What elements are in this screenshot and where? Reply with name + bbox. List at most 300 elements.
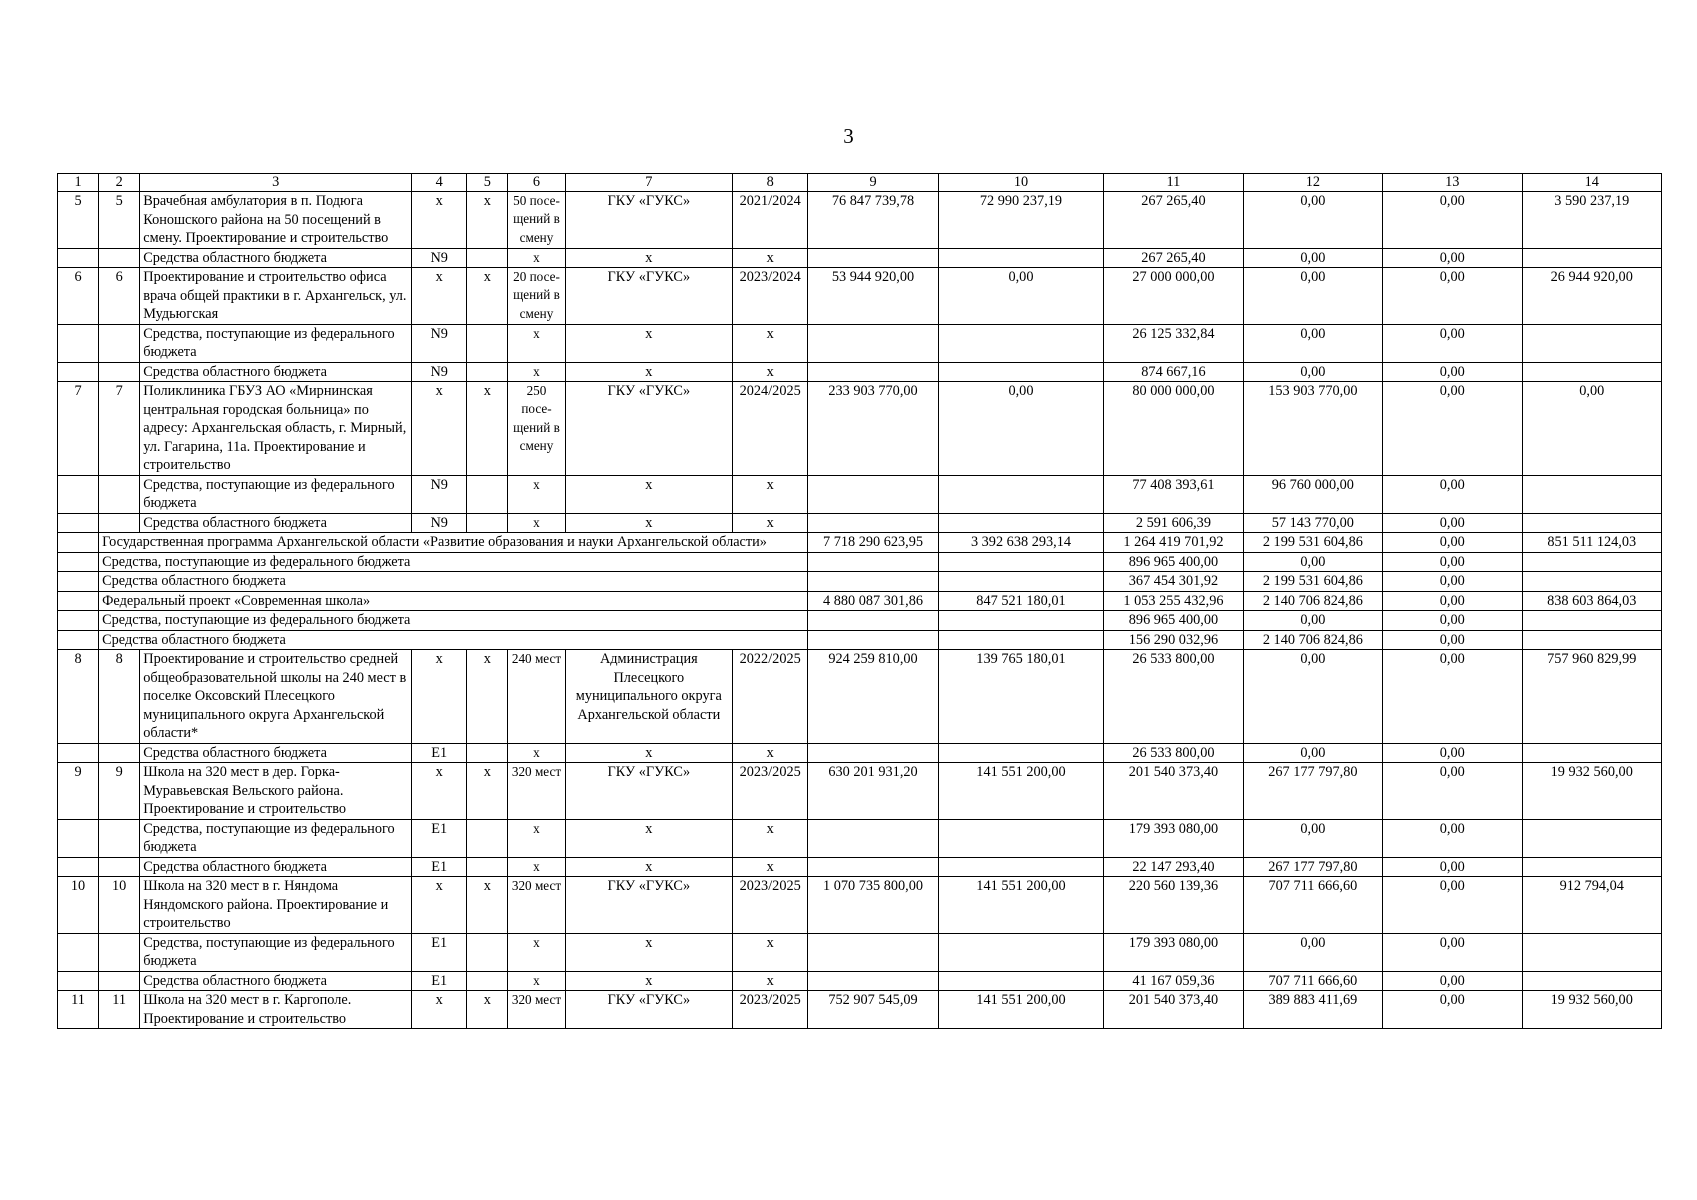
column-10-cell: 141 551 200,00: [938, 877, 1104, 934]
column-11-cell: 896 965 400,00: [1104, 611, 1243, 631]
object-name-cell: Средства, поступающие из федерального бюджета: [140, 324, 412, 362]
column-14-cell: [1522, 630, 1662, 650]
code-cell: х: [412, 650, 467, 744]
column-5-cell: [467, 362, 508, 382]
column-10-cell: [938, 552, 1104, 572]
customer-cell: ГКУ «ГУКС»: [565, 763, 733, 820]
column-14-cell: [1522, 611, 1662, 631]
object-name-cell: Средства областного бюджета: [140, 513, 412, 533]
code-cell: N9: [412, 513, 467, 533]
column-number-header: 7: [565, 174, 733, 192]
column-14-cell: [1522, 857, 1662, 877]
column-5-cell: [467, 475, 508, 513]
column-14-cell: [1522, 971, 1662, 991]
code-cell: Е1: [412, 971, 467, 991]
column-12-cell: 267 177 797,80: [1243, 763, 1382, 820]
customer-cell: х: [565, 857, 733, 877]
estimated-cost-cell: 752 907 545,09: [808, 991, 938, 1029]
customer-cell: х: [565, 971, 733, 991]
column-10-cell: [938, 933, 1104, 971]
capacity-cell: 320 мест: [508, 877, 565, 934]
estimated-cost-cell: [808, 971, 938, 991]
column-5-cell: х: [467, 268, 508, 325]
object-number-cell: 5: [99, 192, 140, 249]
column-5-cell: [467, 971, 508, 991]
column-5-cell: [467, 743, 508, 763]
funding-source-row: [58, 857, 1662, 877]
column-13-cell: 0,00: [1383, 857, 1522, 877]
object-number-cell: 10: [99, 877, 140, 934]
column-14-cell: 838 603 864,03: [1522, 591, 1662, 611]
column-12-cell: 0,00: [1243, 552, 1382, 572]
object-number-cell: 11: [99, 991, 140, 1029]
column-13-cell: 0,00: [1383, 650, 1522, 744]
customer-cell: х: [565, 248, 733, 268]
column-13-cell: 0,00: [1383, 248, 1522, 268]
column-12-cell: 2 140 706 824,86: [1243, 591, 1382, 611]
customer-cell: Администрация Плесецкого муниципального округа Архангельской области: [565, 650, 733, 744]
column-number-header: 14: [1522, 174, 1662, 192]
column-14-cell: [1522, 552, 1662, 572]
object-number-cell: [99, 248, 140, 268]
object-name-cell: Школа на 320 мест в г. Каргополе. Проектирование и строительство: [140, 991, 412, 1029]
customer-cell: х: [565, 819, 733, 857]
column-11-cell: 2 591 606,39: [1104, 513, 1243, 533]
row-number-cell: [58, 533, 99, 553]
column-10-cell: [938, 513, 1104, 533]
column-13-cell: 0,00: [1383, 268, 1522, 325]
column-5-cell: [467, 248, 508, 268]
column-10-cell: 141 551 200,00: [938, 991, 1104, 1029]
period-cell: х: [733, 857, 808, 877]
object-number-cell: 8: [99, 650, 140, 744]
column-5-cell: х: [467, 877, 508, 934]
row-number-cell: [58, 552, 99, 572]
column-11-cell: 201 540 373,40: [1104, 763, 1243, 820]
code-cell: N9: [412, 248, 467, 268]
funding-source-row: [58, 971, 1662, 991]
column-10-cell: [938, 362, 1104, 382]
capacity-cell: 320 мест: [508, 763, 565, 820]
capacity-cell: х: [508, 248, 565, 268]
page-number: 3: [843, 124, 854, 148]
code-cell: Е1: [412, 933, 467, 971]
row-number-cell: [58, 572, 99, 592]
column-number-header: 13: [1383, 174, 1522, 192]
row-number-cell: 10: [58, 877, 99, 934]
estimated-cost-cell: [808, 933, 938, 971]
column-5-cell: [467, 819, 508, 857]
column-10-cell: [938, 324, 1104, 362]
column-11-cell: 267 265,40: [1104, 248, 1243, 268]
column-number-header: 11: [1104, 174, 1243, 192]
object-row: [58, 991, 1662, 1029]
row-number-cell: 8: [58, 650, 99, 744]
customer-cell: ГКУ «ГУКС»: [565, 268, 733, 325]
column-10-cell: [938, 475, 1104, 513]
estimated-cost-cell: 1 070 735 800,00: [808, 877, 938, 934]
customer-cell: ГКУ «ГУКС»: [565, 192, 733, 249]
column-11-cell: 26 125 332,84: [1104, 324, 1243, 362]
column-12-cell: 2 199 531 604,86: [1243, 572, 1382, 592]
column-11-cell: 179 393 080,00: [1104, 819, 1243, 857]
estimated-cost-cell: [808, 857, 938, 877]
column-10-cell: 3 392 638 293,14: [938, 533, 1104, 553]
object-number-cell: [99, 475, 140, 513]
column-11-cell: 201 540 373,40: [1104, 991, 1243, 1029]
object-number-cell: [99, 324, 140, 362]
object-name-cell: Школа на 320 мест в г. Няндома Няндомского района. Проектирование и строительство: [140, 877, 412, 934]
column-10-cell: [938, 630, 1104, 650]
column-10-cell: 0,00: [938, 268, 1104, 325]
code-cell: х: [412, 763, 467, 820]
column-12-cell: 0,00: [1243, 743, 1382, 763]
code-cell: Е1: [412, 857, 467, 877]
period-cell: 2023/2024: [733, 268, 808, 325]
period-cell: х: [733, 819, 808, 857]
code-cell: N9: [412, 475, 467, 513]
column-11-cell: 220 560 139,36: [1104, 877, 1243, 934]
column-11-cell: 267 265,40: [1104, 192, 1243, 249]
row-number-cell: [58, 362, 99, 382]
capacity-cell: 320 мест: [508, 991, 565, 1029]
estimated-cost-cell: [808, 572, 938, 592]
program-row: [58, 630, 1662, 650]
object-number-cell: 9: [99, 763, 140, 820]
column-13-cell: 0,00: [1383, 933, 1522, 971]
period-cell: х: [733, 362, 808, 382]
period-cell: 2023/2025: [733, 877, 808, 934]
object-number-cell: [99, 971, 140, 991]
period-cell: х: [733, 248, 808, 268]
code-cell: х: [412, 382, 467, 476]
row-number-cell: 6: [58, 268, 99, 325]
row-number-cell: 11: [58, 991, 99, 1029]
object-number-cell: [99, 819, 140, 857]
column-13-cell: 0,00: [1383, 877, 1522, 934]
row-number-cell: [58, 933, 99, 971]
column-13-cell: 0,00: [1383, 630, 1522, 650]
customer-cell: ГКУ «ГУКС»: [565, 991, 733, 1029]
period-cell: х: [733, 743, 808, 763]
column-5-cell: х: [467, 382, 508, 476]
column-10-cell: 847 521 180,01: [938, 591, 1104, 611]
object-row: [58, 382, 1662, 476]
object-row: [58, 877, 1662, 934]
estimated-cost-cell: 76 847 739,78: [808, 192, 938, 249]
estimated-cost-cell: [808, 630, 938, 650]
column-13-cell: 0,00: [1383, 475, 1522, 513]
column-5-cell: [467, 933, 508, 971]
period-cell: 2024/2025: [733, 382, 808, 476]
capacity-cell: х: [508, 324, 565, 362]
object-name-cell: Средства, поступающие из федерального бюджета: [140, 475, 412, 513]
column-12-cell: 2 140 706 824,86: [1243, 630, 1382, 650]
object-name-cell: Врачебная амбулатория в п. Подюга Коношского района на 50 посещений в смену. Проектирование и строительство: [140, 192, 412, 249]
column-13-cell: 0,00: [1383, 572, 1522, 592]
estimated-cost-cell: [808, 475, 938, 513]
program-name-cell: Средства, поступающие из федерального бюджета: [99, 552, 808, 572]
program-row: [58, 552, 1662, 572]
object-name-cell: Средства областного бюджета: [140, 362, 412, 382]
capacity-cell: х: [508, 819, 565, 857]
program-name-cell: Федеральный проект «Современная школа»: [99, 591, 808, 611]
column-number-header: 6: [508, 174, 565, 192]
column-14-cell: [1522, 513, 1662, 533]
column-12-cell: 707 711 666,60: [1243, 971, 1382, 991]
capacity-cell: х: [508, 513, 565, 533]
column-12-cell: 389 883 411,69: [1243, 991, 1382, 1029]
capacity-cell: х: [508, 743, 565, 763]
column-11-cell: 26 533 800,00: [1104, 743, 1243, 763]
column-11-cell: 179 393 080,00: [1104, 933, 1243, 971]
investment-table: [57, 173, 1662, 1029]
column-11-cell: 80 000 000,00: [1104, 382, 1243, 476]
program-name-cell: Средства, поступающие из федерального бюджета: [99, 611, 808, 631]
program-name-cell: Средства областного бюджета: [99, 630, 808, 650]
customer-cell: х: [565, 324, 733, 362]
column-5-cell: х: [467, 991, 508, 1029]
column-12-cell: 0,00: [1243, 362, 1382, 382]
estimated-cost-cell: 53 944 920,00: [808, 268, 938, 325]
row-number-cell: [58, 248, 99, 268]
code-cell: Е1: [412, 743, 467, 763]
column-12-cell: 0,00: [1243, 192, 1382, 249]
column-12-cell: 0,00: [1243, 933, 1382, 971]
column-14-cell: 912 794,04: [1522, 877, 1662, 934]
column-14-cell: [1522, 572, 1662, 592]
code-cell: х: [412, 268, 467, 325]
column-13-cell: 0,00: [1383, 324, 1522, 362]
column-14-cell: 26 944 920,00: [1522, 268, 1662, 325]
column-14-cell: 757 960 829,99: [1522, 650, 1662, 744]
estimated-cost-cell: [808, 743, 938, 763]
funding-source-row: [58, 475, 1662, 513]
estimated-cost-cell: [808, 248, 938, 268]
column-12-cell: 0,00: [1243, 248, 1382, 268]
column-10-cell: [938, 248, 1104, 268]
object-name-cell: Средства областного бюджета: [140, 248, 412, 268]
capacity-cell: х: [508, 362, 565, 382]
column-11-cell: 77 408 393,61: [1104, 475, 1243, 513]
period-cell: 2022/2025: [733, 650, 808, 744]
column-number-header: 12: [1243, 174, 1382, 192]
object-name-cell: Проектирование и строительство офиса врача общей практики в г. Архангельск, ул. Мудьюгская: [140, 268, 412, 325]
column-14-cell: 0,00: [1522, 382, 1662, 476]
column-11-cell: 874 667,16: [1104, 362, 1243, 382]
column-14-cell: 19 932 560,00: [1522, 991, 1662, 1029]
capacity-cell: 250 посе- щений в смену: [508, 382, 565, 476]
column-13-cell: 0,00: [1383, 533, 1522, 553]
estimated-cost-cell: [808, 513, 938, 533]
object-row: [58, 192, 1662, 249]
row-number-cell: [58, 611, 99, 631]
row-number-cell: [58, 591, 99, 611]
column-5-cell: [467, 324, 508, 362]
object-number-cell: [99, 743, 140, 763]
column-11-cell: 22 147 293,40: [1104, 857, 1243, 877]
column-12-cell: 0,00: [1243, 650, 1382, 744]
object-number-cell: [99, 513, 140, 533]
row-number-cell: [58, 857, 99, 877]
column-13-cell: 0,00: [1383, 743, 1522, 763]
column-12-cell: 153 903 770,00: [1243, 382, 1382, 476]
column-12-cell: 57 143 770,00: [1243, 513, 1382, 533]
estimated-cost-cell: 924 259 810,00: [808, 650, 938, 744]
column-10-cell: [938, 857, 1104, 877]
object-name-cell: Средства, поступающие из федерального бюджета: [140, 933, 412, 971]
column-14-cell: 3 590 237,19: [1522, 192, 1662, 249]
object-name-cell: Средства областного бюджета: [140, 971, 412, 991]
period-cell: х: [733, 324, 808, 362]
row-number-cell: 5: [58, 192, 99, 249]
period-cell: х: [733, 933, 808, 971]
column-number-header: 1: [58, 174, 99, 192]
customer-cell: ГКУ «ГУКС»: [565, 877, 733, 934]
column-11-cell: 27 000 000,00: [1104, 268, 1243, 325]
column-number-header: 8: [733, 174, 808, 192]
column-5-cell: х: [467, 650, 508, 744]
customer-cell: х: [565, 513, 733, 533]
customer-cell: х: [565, 743, 733, 763]
program-row: [58, 572, 1662, 592]
row-number-cell: 7: [58, 382, 99, 476]
row-number-cell: [58, 475, 99, 513]
row-number-cell: [58, 971, 99, 991]
column-13-cell: 0,00: [1383, 192, 1522, 249]
object-row: [58, 268, 1662, 325]
column-12-cell: 267 177 797,80: [1243, 857, 1382, 877]
code-cell: Е1: [412, 819, 467, 857]
column-5-cell: [467, 857, 508, 877]
funding-source-row: [58, 743, 1662, 763]
column-number-header: 2: [99, 174, 140, 192]
column-14-cell: [1522, 362, 1662, 382]
column-13-cell: 0,00: [1383, 991, 1522, 1029]
column-11-cell: 156 290 032,96: [1104, 630, 1243, 650]
object-number-cell: [99, 933, 140, 971]
object-name-cell: Школа на 320 мест в дер. Горка-Муравьевская Вельского района. Проектирование и строительство: [140, 763, 412, 820]
estimated-cost-cell: 630 201 931,20: [808, 763, 938, 820]
period-cell: х: [733, 971, 808, 991]
code-cell: х: [412, 991, 467, 1029]
column-14-cell: [1522, 819, 1662, 857]
column-11-cell: 26 533 800,00: [1104, 650, 1243, 744]
column-14-cell: [1522, 933, 1662, 971]
estimated-cost-cell: [808, 324, 938, 362]
object-row: [58, 650, 1662, 744]
estimated-cost-cell: [808, 611, 938, 631]
capacity-cell: х: [508, 933, 565, 971]
program-row: [58, 611, 1662, 631]
program-row: [58, 591, 1662, 611]
estimated-cost-cell: 233 903 770,00: [808, 382, 938, 476]
column-11-cell: 367 454 301,92: [1104, 572, 1243, 592]
column-14-cell: [1522, 248, 1662, 268]
capacity-cell: 240 мест: [508, 650, 565, 744]
column-14-cell: 19 932 560,00: [1522, 763, 1662, 820]
column-11-cell: 41 167 059,36: [1104, 971, 1243, 991]
object-number-cell: [99, 362, 140, 382]
column-12-cell: 0,00: [1243, 611, 1382, 631]
funding-source-row: [58, 933, 1662, 971]
row-number-cell: [58, 743, 99, 763]
period-cell: 2023/2025: [733, 991, 808, 1029]
funding-source-row: [58, 362, 1662, 382]
column-10-cell: 139 765 180,01: [938, 650, 1104, 744]
column-5-cell: х: [467, 192, 508, 249]
column-10-cell: [938, 572, 1104, 592]
capacity-cell: х: [508, 857, 565, 877]
column-12-cell: 0,00: [1243, 268, 1382, 325]
column-10-cell: 0,00: [938, 382, 1104, 476]
header-row: [58, 174, 1662, 192]
customer-cell: х: [565, 933, 733, 971]
capacity-cell: 50 посе- щений в смену: [508, 192, 565, 249]
code-cell: х: [412, 877, 467, 934]
customer-cell: ГКУ «ГУКС»: [565, 382, 733, 476]
funding-source-row: [58, 324, 1662, 362]
column-5-cell: [467, 513, 508, 533]
column-10-cell: [938, 743, 1104, 763]
column-number-header: 5: [467, 174, 508, 192]
column-13-cell: 0,00: [1383, 611, 1522, 631]
funding-source-row: [58, 248, 1662, 268]
estimated-cost-cell: [808, 362, 938, 382]
customer-cell: х: [565, 475, 733, 513]
program-name-cell: Средства областного бюджета: [99, 572, 808, 592]
code-cell: N9: [412, 324, 467, 362]
period-cell: 2021/2024: [733, 192, 808, 249]
object-number-cell: [99, 857, 140, 877]
column-12-cell: 707 711 666,60: [1243, 877, 1382, 934]
column-number-header: 4: [412, 174, 467, 192]
column-13-cell: 0,00: [1383, 513, 1522, 533]
column-13-cell: 0,00: [1383, 819, 1522, 857]
program-row: [58, 533, 1662, 553]
column-12-cell: 0,00: [1243, 324, 1382, 362]
estimated-cost-cell: [808, 552, 938, 572]
estimated-cost-cell: 4 880 087 301,86: [808, 591, 938, 611]
column-11-cell: 896 965 400,00: [1104, 552, 1243, 572]
object-number-cell: 7: [99, 382, 140, 476]
period-cell: х: [733, 513, 808, 533]
row-number-cell: [58, 819, 99, 857]
row-number-cell: [58, 630, 99, 650]
object-row: [58, 763, 1662, 820]
customer-cell: х: [565, 362, 733, 382]
column-10-cell: [938, 971, 1104, 991]
column-13-cell: 0,00: [1383, 552, 1522, 572]
column-12-cell: 2 199 531 604,86: [1243, 533, 1382, 553]
capacity-cell: 20 посе- щений в смену: [508, 268, 565, 325]
column-12-cell: 0,00: [1243, 819, 1382, 857]
period-cell: х: [733, 475, 808, 513]
column-5-cell: х: [467, 763, 508, 820]
funding-source-row: [58, 819, 1662, 857]
estimated-cost-cell: [808, 819, 938, 857]
object-number-cell: 6: [99, 268, 140, 325]
object-name-cell: Средства областного бюджета: [140, 857, 412, 877]
column-10-cell: 72 990 237,19: [938, 192, 1104, 249]
column-14-cell: [1522, 743, 1662, 763]
column-10-cell: [938, 819, 1104, 857]
program-name-cell: Государственная программа Архангельской области «Развитие образования и науки Архангельской области»: [99, 533, 808, 553]
row-number-cell: [58, 324, 99, 362]
column-10-cell: [938, 611, 1104, 631]
row-number-cell: 9: [58, 763, 99, 820]
column-11-cell: 1 053 255 432,96: [1104, 591, 1243, 611]
